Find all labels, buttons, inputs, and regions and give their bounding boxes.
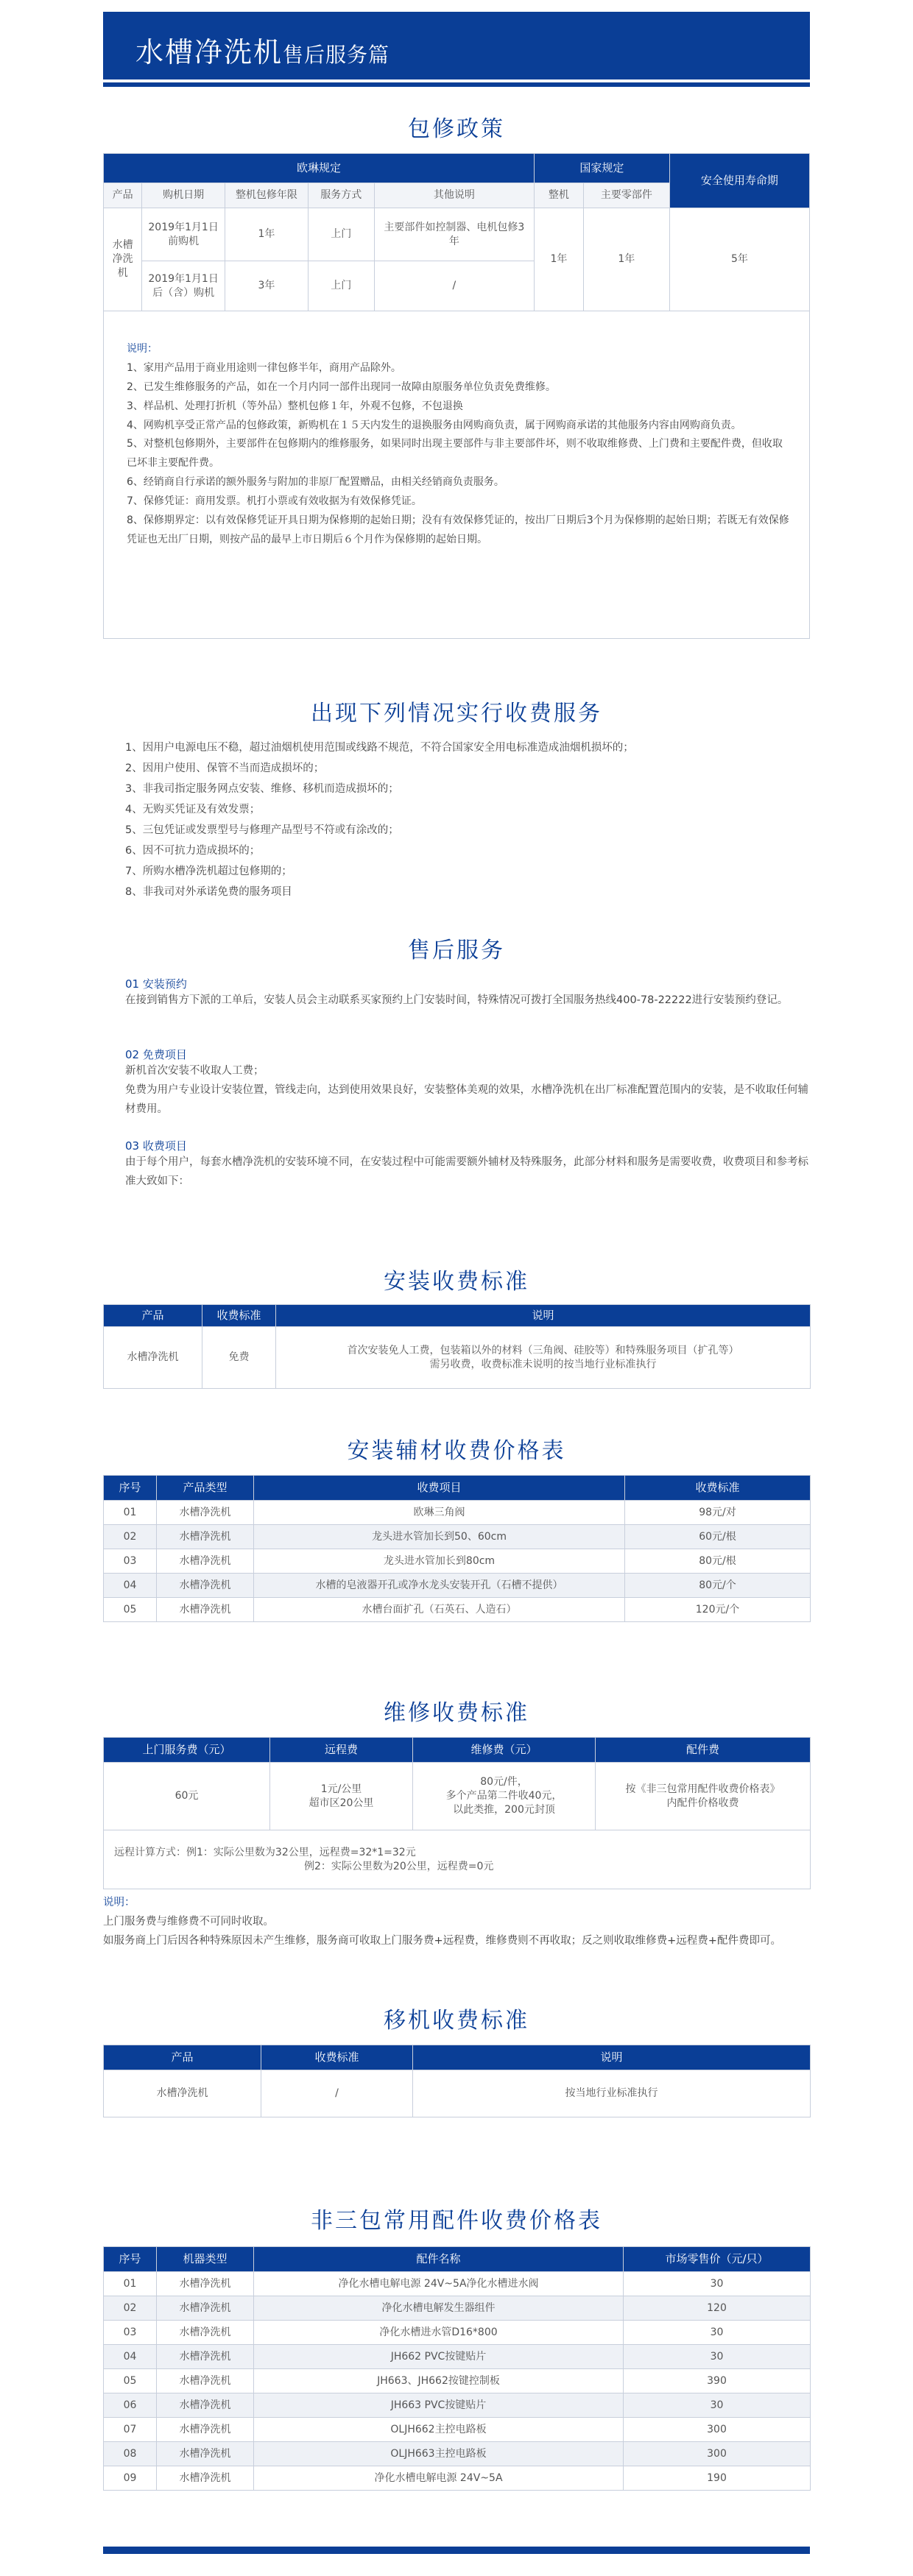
- repair-table: [103, 1737, 811, 1889]
- parts-no: 07: [104, 2418, 157, 2442]
- after-sales-s3-title: 03 收费项目: [125, 1139, 187, 1153]
- parts-price: 300: [624, 2418, 811, 2442]
- after-sales-s1-text: 在接到销售方下派的工单后，安装人员会主动联系买家预约上门安装时间，特殊情况可拨打全国服务热线400-78-22222进行安装预约登记。: [125, 994, 789, 1006]
- materials-col-no: 序号: [104, 1476, 157, 1501]
- charges-item-7: 7、所购水槽净洗机超过包修期的；: [125, 866, 292, 877]
- warranty-note-1: 1、家用产品用于商业用途则一律包修半年，商用产品除外。: [127, 361, 401, 374]
- repair-title: 维修收费标准: [384, 1700, 529, 1726]
- repair-fee: 80元/件， 多个产品第二件收40元， 以此类推，200元封顶: [413, 1763, 596, 1830]
- charges-item-4: 4、无购买凭证及有效发票；: [125, 804, 261, 815]
- install-desc: 首次安装免人工费，包装箱以外的材料（三角阀、硅胶等）和特殊服务项目（扩孔等）需另收费，收费标准未说明的按当地行业标准执行: [276, 1327, 811, 1389]
- warranty-note-5: 5、对整机包修期外，主要部件在包修期内的维修服务，如果同时出现主要部件与非主要部件坏，则不收取维修费、上门费和主要配件费，但收取已坏非主要配件费。: [127, 438, 783, 470]
- materials-type: 水槽净洗机: [157, 1501, 254, 1525]
- relocation-standard: /: [261, 2070, 413, 2117]
- table-row: [104, 1501, 811, 1525]
- relocation-col-desc: 说明: [413, 2045, 811, 2070]
- install-fee-title: 安装收费标准: [384, 1269, 529, 1295]
- install-col-product: 产品: [104, 1305, 202, 1327]
- table-row: [104, 2369, 811, 2393]
- materials-price: 120元/个: [625, 1598, 811, 1622]
- table-row: [104, 2442, 811, 2466]
- relocation-product: 水槽净洗机: [104, 2070, 261, 2117]
- repair-calc-1: 远程计算方式：例1：实际公里数为32公里，远程费=32*1=32元: [114, 1846, 416, 1858]
- materials-price: 98元/对: [625, 1501, 811, 1525]
- parts-price: 120: [624, 2296, 811, 2321]
- relocation-title: 移机收费标准: [384, 2008, 529, 2034]
- parts-price: 30: [624, 2393, 811, 2418]
- repair-col-parts: 配件费: [596, 1738, 811, 1763]
- warranty-note-6: 6、经销商自行承诺的额外服务与附加的非原厂配置赠品，由相关经销商负责服务。: [127, 476, 504, 489]
- materials-table: [103, 1475, 811, 1622]
- relocation-col-standard: 收费标准: [261, 2045, 413, 2070]
- repair-calc-2: 例2：实际公里数为20公里，远程费=0元: [304, 1860, 494, 1872]
- parts-price: 190: [624, 2466, 811, 2491]
- parts-col-no: 序号: [104, 2247, 157, 2272]
- warranty-col-product: 产品: [104, 183, 142, 208]
- parts-price: 390: [624, 2369, 811, 2393]
- parts-no: 08: [104, 2442, 157, 2466]
- materials-no: 03: [104, 1549, 157, 1574]
- after-sales-s3-text: 由于每个用户，每套水槽净洗机的安装环境不同，在安装过程中可能需要额外辅材及特殊服务，此部分材料和服务是需要收费，收费项目和参考标准大致如下：: [125, 1156, 808, 1187]
- warranty-col-parts: 主要零部件: [583, 183, 669, 208]
- warranty-col-whole: 整机: [534, 183, 583, 208]
- parts-name: OLJH662主控电路板: [254, 2418, 624, 2442]
- install-standard: 免费: [202, 1327, 276, 1389]
- warranty-row1-years: 1年: [225, 208, 309, 261]
- repair-col-remote: 远程费: [270, 1738, 413, 1763]
- warranty-row2-mode: 上门: [308, 261, 374, 311]
- materials-no: 05: [104, 1598, 157, 1622]
- table-row: [104, 1525, 811, 1549]
- warranty-col-years: 整机包修年限: [225, 183, 309, 208]
- warranty-note-4: 4、网购机享受正常产品的包修政策，新购机在１５天内发生的退换服务由网购商负责，属于网购商承诺的其他服务内容由网购商负责。: [127, 419, 741, 431]
- parts-type: 水槽净洗机: [157, 2466, 254, 2491]
- parts-name: OLJH663主控电路板: [254, 2442, 624, 2466]
- materials-item: 水槽的皂液器开孔或净水龙头安装开孔（石槽不提供）: [254, 1574, 625, 1598]
- parts-type: 水槽净洗机: [157, 2321, 254, 2345]
- install-fee-table: [103, 1304, 811, 1389]
- header-underline: [103, 82, 810, 87]
- repair-notes-label: 说明：: [103, 1897, 135, 1908]
- warranty-nat-parts: 1年: [583, 208, 669, 311]
- after-sales-s2-text1: 新机首次安装不收取人工费；: [125, 1065, 264, 1077]
- page-title: [135, 29, 389, 70]
- repair-calc: [104, 1830, 811, 1889]
- warranty-nat-whole: 1年: [534, 208, 583, 311]
- table-row: [104, 2296, 811, 2321]
- table-row: [104, 1574, 811, 1598]
- parts-price: 30: [624, 2321, 811, 2345]
- charges-item-6: 6、因不可抗力造成损坏的；: [125, 845, 261, 857]
- materials-type: 水槽净洗机: [157, 1598, 254, 1622]
- materials-price: 80元/个: [625, 1574, 811, 1598]
- parts-price: 30: [624, 2272, 811, 2296]
- materials-type: 水槽净洗机: [157, 1574, 254, 1598]
- repair-note-1: 上门服务费与维修费不可同时收取。: [103, 1916, 274, 1928]
- materials-price: 80元/根: [625, 1549, 811, 1574]
- warranty-group-national: 国家规定: [534, 154, 669, 183]
- charges-item-1: 1、因用户电源电压不稳，超过油烟机使用范围或线路不规范，不符合国家安全用电标准造成油烟机损坏的；: [125, 742, 634, 754]
- charges-item-3: 3、非我司指定服务网点安装、维修、移机而造成损坏的；: [125, 783, 399, 795]
- parts-col-type: 机器类型: [157, 2247, 254, 2272]
- warranty-product: 水槽净洗机: [104, 208, 142, 311]
- table-row: [104, 2345, 811, 2369]
- warranty-col-note: 其他说明: [374, 183, 534, 208]
- repair-note-2: 如服务商上门后因各种特殊原因未产生维修，服务商可收取上门服务费+远程费，维修费则不再收取；反之则收取维修费+远程费+配件费即可。: [103, 1935, 781, 1947]
- repair-parts: 按《非三包常用配件收费价格表》内配件价格收费: [596, 1763, 811, 1830]
- warranty-row1-mode: 上门: [308, 208, 374, 261]
- parts-no: 09: [104, 2466, 157, 2491]
- parts-no: 02: [104, 2296, 157, 2321]
- parts-price: 300: [624, 2442, 811, 2466]
- after-sales-s2-title: 02 免费项目: [125, 1048, 187, 1061]
- parts-name: JH662 PVC按键贴片: [254, 2345, 624, 2369]
- warranty-table: [103, 153, 810, 311]
- warranty-note-3: 3、样品机、处理打折机（等外品）整机包修１年，外观不包修，不包退换: [127, 400, 463, 412]
- materials-col-price: 收费标准: [625, 1476, 811, 1501]
- warranty-group-olin: 欧琳规定: [104, 154, 535, 183]
- after-sales-title: 售后服务: [408, 938, 505, 963]
- warranty-row1-note: 主要部件如控制器、电机包修3年: [374, 208, 534, 261]
- materials-item: 欧琳三角阀: [254, 1501, 625, 1525]
- parts-type: 水槽净洗机: [157, 2296, 254, 2321]
- warranty-col-date: 购机日期: [142, 183, 225, 208]
- parts-type: 水槽净洗机: [157, 2369, 254, 2393]
- repair-remote: 1元/公里 超市区20公里: [270, 1763, 413, 1830]
- warranty-note-7: 7、保修凭证：商用发票。机打小票或有效收据为有效保修凭证。: [127, 495, 422, 508]
- parts-type: 水槽净洗机: [157, 2418, 254, 2442]
- parts-table: [103, 2246, 811, 2491]
- parts-name: 净化水槽电解发生器组件: [254, 2296, 624, 2321]
- parts-type: 水槽净洗机: [157, 2442, 254, 2466]
- after-sales-s1-title: 01 安装预约: [125, 977, 187, 991]
- table-row: [104, 1598, 811, 1622]
- warranty-group-safe: 安全使用寿命期: [669, 154, 809, 208]
- install-col-standard: 收费标准: [202, 1305, 276, 1327]
- repair-visit: 60元: [104, 1763, 270, 1830]
- materials-col-type: 产品类型: [157, 1476, 254, 1501]
- parts-name: JH663 PVC按键贴片: [254, 2393, 624, 2418]
- repair-notes: [103, 1893, 795, 1950]
- materials-price: 60元/根: [625, 1525, 811, 1549]
- charges-title: 出现下列情况实行收费服务: [311, 701, 602, 726]
- warranty-row2-note: /: [374, 261, 534, 311]
- materials-item: 水槽台面扩孔（石英石、人造石）: [254, 1598, 625, 1622]
- warranty-note-8: 8、保修期界定：以有效保修凭证开具日期为保修期的起始日期；没有有效保修凭证的，按出厂日期后3个月为保修期的起始日期；若既无有效保修凭证也无出厂日期，则按产品的最早上市日期后６个月作为保修期的起始日期。: [127, 514, 789, 545]
- parts-no: 03: [104, 2321, 157, 2345]
- parts-name: JH663、JH662按键控制板: [254, 2369, 624, 2393]
- title-main-text: 水槽净洗机: [135, 36, 283, 68]
- parts-col-price: 市场零售价（元/只）: [624, 2247, 811, 2272]
- table-row: [104, 2321, 811, 2345]
- table-row: [104, 1549, 811, 1574]
- parts-price: 30: [624, 2345, 811, 2369]
- parts-name: 净化水槽电解电源 24V~5A: [254, 2466, 624, 2491]
- warranty-note-2: 2、已发生维修服务的产品，如在一个月内同一部件出现同一故障由原服务单位负责免费维修。: [127, 381, 556, 393]
- parts-no: 05: [104, 2369, 157, 2393]
- install-product: 水槽净洗机: [104, 1327, 202, 1389]
- parts-name: 净化水槽进水管D16*800: [254, 2321, 624, 2345]
- footer-bar: [103, 2547, 810, 2554]
- materials-col-item: 收费项目: [254, 1476, 625, 1501]
- install-col-desc: 说明: [276, 1305, 811, 1327]
- parts-type: 水槽净洗机: [157, 2393, 254, 2418]
- relocation-desc: 按当地行业标准执行: [413, 2070, 811, 2117]
- parts-col-name: 配件名称: [254, 2247, 624, 2272]
- warranty-row1-date: 2019年1月1日前购机: [142, 208, 225, 261]
- parts-type: 水槽净洗机: [157, 2345, 254, 2369]
- warranty-notes-label: 说明：: [127, 343, 158, 355]
- materials-no: 04: [104, 1574, 157, 1598]
- charges-item-2: 2、因用户使用、保管不当而造成损坏的；: [125, 762, 325, 774]
- parts-type: 水槽净洗机: [157, 2272, 254, 2296]
- after-sales-s2-text2: 免费为用户专业设计安装位置，管线走向，达到使用效果良好，安装整体美观的效果，水槽净洗机在出厂标准配置范围内的安装，是不收取任何辅材费用。: [125, 1084, 808, 1115]
- warranty-row2-date: 2019年1月1日后（含）购机: [142, 261, 225, 311]
- table-row: [104, 2466, 811, 2491]
- charges-list: [125, 737, 803, 902]
- charges-item-8: 8、非我司对外承诺免费的服务项目: [125, 886, 292, 898]
- parts-no: 04: [104, 2345, 157, 2369]
- repair-col-visit: 上门服务费（元）: [104, 1738, 270, 1763]
- materials-title: 安装辅材收费价格表: [347, 1438, 566, 1464]
- relocation-col-product: 产品: [104, 2045, 261, 2070]
- parts-no: 01: [104, 2272, 157, 2296]
- table-row: [104, 2393, 811, 2418]
- table-row: [104, 2418, 811, 2442]
- repair-col-fee: 维修费（元）: [413, 1738, 596, 1763]
- table-row: [104, 2272, 811, 2296]
- parts-no: 06: [104, 2393, 157, 2418]
- materials-type: 水槽净洗机: [157, 1549, 254, 1574]
- title-sub-text: 售后服务篇: [283, 43, 390, 67]
- charges-item-5: 5、三包凭证或发票型号与修理产品型号不符或有涂改的；: [125, 824, 399, 836]
- relocation-table: [103, 2045, 811, 2117]
- materials-no: 01: [104, 1501, 157, 1525]
- materials-item: 龙头进水管加长到50、60cm: [254, 1525, 625, 1549]
- warranty-col-mode: 服务方式: [308, 183, 374, 208]
- materials-no: 02: [104, 1525, 157, 1549]
- warranty-safe-years: 5年: [669, 208, 809, 311]
- warranty-row2-years: 3年: [225, 261, 309, 311]
- warranty-title: 包修政策: [408, 116, 505, 142]
- parts-title: 非三包常用配件收费价格表: [311, 2208, 602, 2234]
- warranty-notes: [127, 340, 789, 550]
- materials-type: 水槽净洗机: [157, 1525, 254, 1549]
- materials-item: 龙头进水管加长到80cm: [254, 1549, 625, 1574]
- parts-name: 净化水槽电解电源 24V~5A净化水槽进水阀: [254, 2272, 624, 2296]
